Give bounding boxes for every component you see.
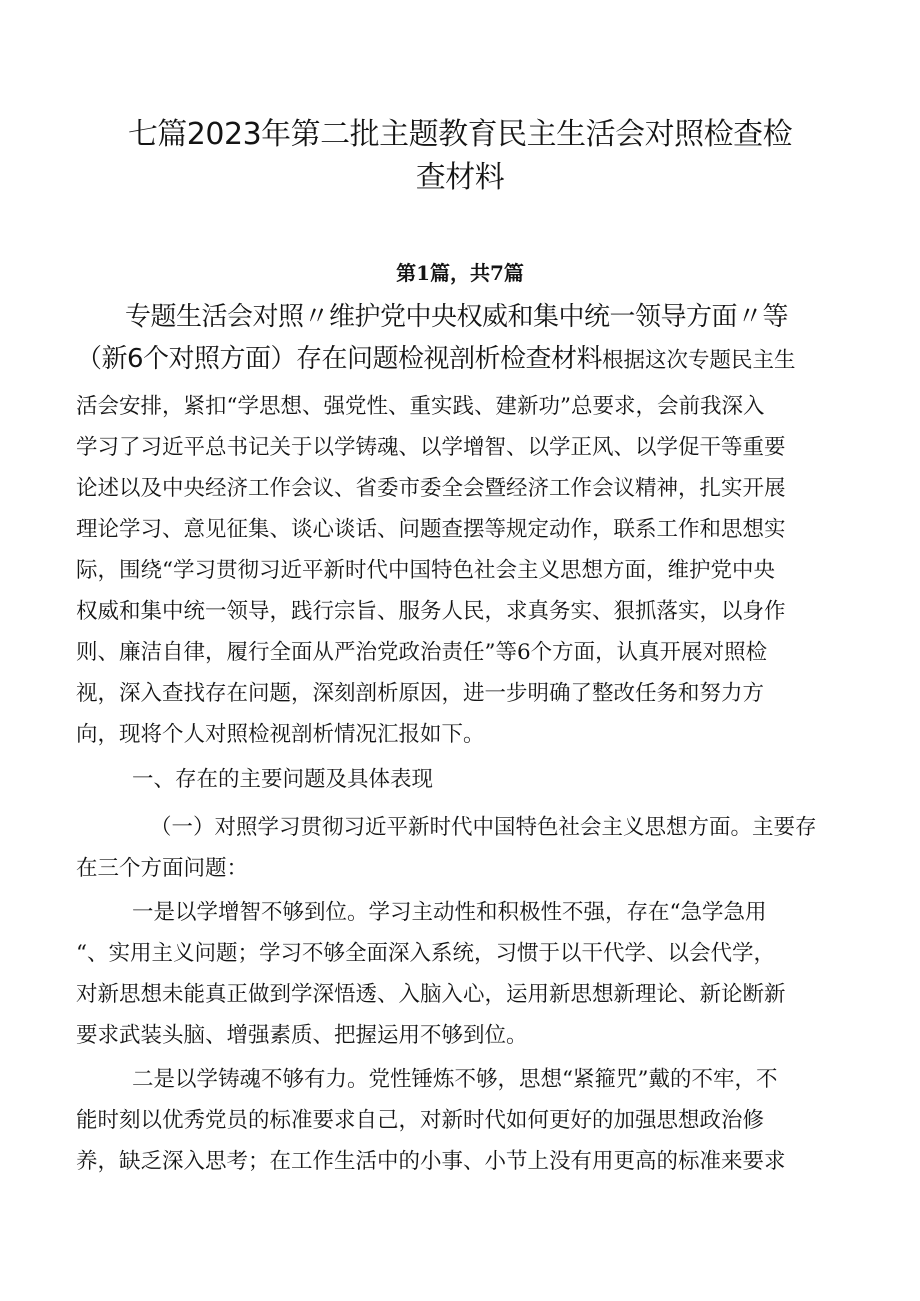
point-two-line: 二是以学铸魂不够有力。党性锤炼不够，思想“紧箍咒”戴的不牢，不 [132, 1067, 778, 1092]
report-heading-line-1: 专题生活会对照〃维护党中央权威和集中统一领导方面〃等 [125, 302, 789, 332]
intro-paragraph-line: 论述以及中央经济工作会议、省委市委全会暨经济工作会议精神，扎实开展 [76, 476, 786, 501]
intro-paragraph-line: 理论学习、意见征集、谈心谈话、问题查摆等规定动作，联系工作和思想实 [76, 517, 786, 542]
point-two-line: 养，缺乏深入思考；在工作生活中的小事、小节上没有用更高的标准来要求 [76, 1149, 786, 1174]
part-label: 第1篇，共7篇 [396, 261, 524, 285]
intro-text-start: 根据这次专题民主生 [602, 348, 796, 373]
intro-paragraph-line: 则、廉洁自律，履行全面从严治党政治责任”等6个方面，认真开展对照检 [76, 640, 768, 665]
intro-paragraph-line: 学习了习近平总书记关于以学铸魂、以学增智、以学正风、以学促干等重要 [76, 435, 786, 460]
point-one-line: “、实用主义问题；学习不够全面深入系统，习惯于以干代学、以会代学， [76, 941, 775, 966]
section-heading: 一、存在的主要问题及具体表现 [132, 767, 434, 792]
intro-paragraph-line: 向，现将个人对照检视剖析情况汇报如下。 [76, 722, 485, 747]
point-one-line: 对新思想未能真正做到学深悟透、入脑入心，运用新思想新理论、新论断新 [76, 982, 786, 1007]
subsection-line: （一）对照学习贯彻习近平新时代中国特色社会主义思想方面。主要存 [150, 815, 817, 840]
point-two-line: 能时刻以优秀党员的标准要求自己，对新时代如何更好的加强思想政治修 [76, 1108, 765, 1133]
intro-paragraph-line: 际，围绕“学习贯彻习近平新时代中国特色社会主义思想方面，维护党中央 [76, 558, 775, 583]
intro-paragraph-line: 视，深入查找存在问题，深刻剖析原因，进一步明确了整改任务和努力方 [76, 681, 765, 706]
document-title-line-1: 七篇2023年第二批主题教育民主生活会对照检查检 [127, 117, 793, 152]
report-heading-line-2: （新6个对照方面）存在问题检视剖析检查材料 [76, 344, 603, 374]
heading-intro-line [76, 344, 796, 376]
point-one-line: 一是以学增智不够到位。学习主动性和积极性不强，存在“急学急用 [132, 900, 767, 925]
document-title-line-2: 查材料 [415, 160, 505, 195]
subsection-line: 在三个方面问题： [76, 856, 249, 881]
point-one-line: 要求武装头脑、增强素质、把握运用不够到位。 [76, 1023, 528, 1048]
intro-paragraph-line: 权威和集中统一领导，践行宗旨、服务人民，求真务实、狠抓落实，以身作 [76, 599, 786, 624]
intro-paragraph-line: 活会安排，紧扣“学思想、强党性、重实践、建新功”总要求，会前我深入 [76, 394, 765, 419]
